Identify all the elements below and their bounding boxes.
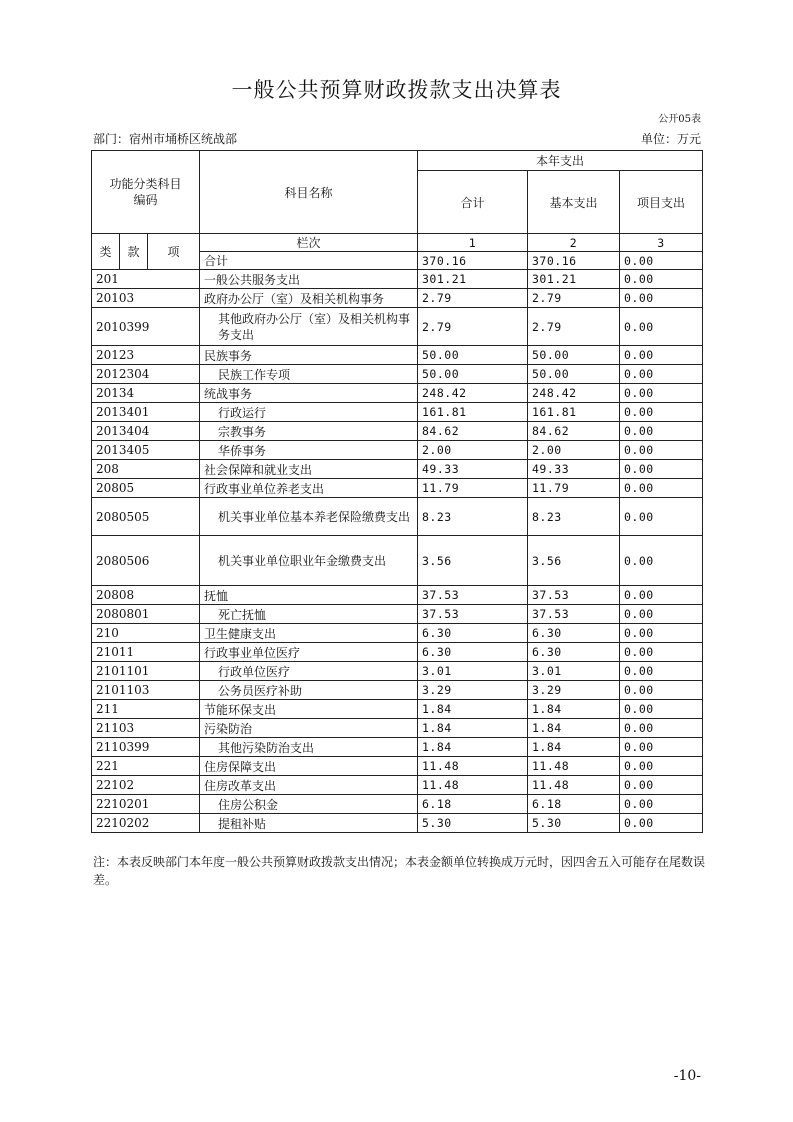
header-func-code: 功能分类科目编码	[92, 151, 200, 234]
row-name: 抚恤	[200, 586, 418, 605]
row-name: 污染防治	[200, 719, 418, 738]
table-row	[92, 643, 703, 662]
row-name: 行政事业单位养老支出	[200, 479, 418, 498]
row-name: 行政事业单位医疗	[200, 643, 418, 662]
row-name: 卫生健康支出	[200, 624, 418, 643]
row-basic: 1.84	[528, 700, 620, 719]
row-name: 行政单位医疗	[200, 662, 418, 681]
row-basic: 6.30	[528, 624, 620, 643]
table-row	[92, 776, 703, 795]
row-code: 2080505	[92, 498, 200, 536]
table-row	[92, 422, 703, 441]
row-total: 301.21	[418, 270, 528, 289]
row-basic: 3.01	[528, 662, 620, 681]
row-basic: 2.00	[528, 441, 620, 460]
table-row	[92, 795, 703, 814]
row-total: 11.48	[418, 776, 528, 795]
row-project: 0.00	[620, 479, 703, 498]
row-code: 2010399	[92, 308, 200, 346]
row-name: 节能环保支出	[200, 700, 418, 719]
row-code: 2080506	[92, 536, 200, 586]
row-name: 民族工作专项	[200, 365, 418, 384]
table-row	[92, 662, 703, 681]
row-code: 2101101	[92, 662, 200, 681]
row-name: 宗教事务	[200, 422, 418, 441]
row-name: 其他污染防治支出	[200, 738, 418, 757]
footnote: 注：本表反映部门本年度一般公共预算财政拨款支出情况；本表金额单位转换成万元时，因四舍五入可能存在尾数误差。	[93, 855, 706, 887]
table-row	[92, 624, 703, 643]
row-total: 3.29	[418, 681, 528, 700]
row-basic: 37.53	[528, 586, 620, 605]
total-label: 合计	[200, 252, 418, 270]
total-value: 370.16	[418, 252, 528, 270]
table-row	[92, 757, 703, 776]
row-name: 住房改革支出	[200, 776, 418, 795]
row-basic: 84.62	[528, 422, 620, 441]
row-total: 11.48	[418, 757, 528, 776]
row-name: 住房公积金	[200, 795, 418, 814]
row-project: 0.00	[620, 422, 703, 441]
row-name: 提租补贴	[200, 814, 418, 833]
row-project: 0.00	[620, 757, 703, 776]
page-number: -10-	[673, 1068, 701, 1084]
row-total: 37.53	[418, 605, 528, 624]
row-total: 3.01	[418, 662, 528, 681]
row-project: 0.00	[620, 738, 703, 757]
row-code: 221	[92, 757, 200, 776]
row-basic: 11.79	[528, 479, 620, 498]
row-code: 21103	[92, 719, 200, 738]
row-basic: 11.48	[528, 757, 620, 776]
header-subject-name: 科目名称	[200, 151, 418, 234]
table-row	[92, 814, 703, 833]
row-total: 6.30	[418, 624, 528, 643]
row-name: 机关事业单位基本养老保险缴费支出	[200, 498, 418, 536]
row-basic: 6.18	[528, 795, 620, 814]
row-name: 社会保障和就业支出	[200, 460, 418, 479]
row-total: 5.30	[418, 814, 528, 833]
row-project: 0.00	[620, 662, 703, 681]
row-basic: 301.21	[528, 270, 620, 289]
header-col3: 3	[620, 234, 703, 252]
row-name: 一般公共服务支出	[200, 270, 418, 289]
header-current-year: 本年支出	[418, 151, 703, 171]
row-project: 0.00	[620, 289, 703, 308]
row-total: 2.00	[418, 441, 528, 460]
header-col2: 2	[528, 234, 620, 252]
row-project: 0.00	[620, 681, 703, 700]
row-project: 0.00	[620, 719, 703, 738]
row-total: 49.33	[418, 460, 528, 479]
row-name: 死亡抚恤	[200, 605, 418, 624]
row-name: 住房保障支出	[200, 757, 418, 776]
row-project: 0.00	[620, 460, 703, 479]
row-project: 0.00	[620, 270, 703, 289]
row-total: 6.18	[418, 795, 528, 814]
header-project: 项目支出	[620, 171, 703, 234]
table-row	[92, 441, 703, 460]
row-basic: 2.79	[528, 308, 620, 346]
row-basic: 1.84	[528, 719, 620, 738]
row-basic: 49.33	[528, 460, 620, 479]
table-row	[92, 498, 703, 536]
row-name: 华侨事务	[200, 441, 418, 460]
row-project: 0.00	[620, 624, 703, 643]
row-basic: 5.30	[528, 814, 620, 833]
row-basic: 8.23	[528, 498, 620, 536]
table-row	[92, 605, 703, 624]
row-total: 50.00	[418, 365, 528, 384]
row-total: 6.30	[418, 643, 528, 662]
row-basic: 6.30	[528, 643, 620, 662]
row-total: 2.79	[418, 289, 528, 308]
row-total: 2.79	[418, 308, 528, 346]
row-name: 民族事务	[200, 346, 418, 365]
row-project: 0.00	[620, 346, 703, 365]
row-code: 201	[92, 270, 200, 289]
department-label: 部门：宿州市埇桥区统战部	[93, 132, 238, 146]
header-col1: 1	[418, 234, 528, 252]
unit-label: 单位：万元	[640, 132, 701, 146]
row-project: 0.00	[620, 308, 703, 346]
row-code: 2080801	[92, 605, 200, 624]
row-code: 2101103	[92, 681, 200, 700]
row-code: 210	[92, 624, 200, 643]
header-total: 合计	[418, 171, 528, 234]
row-project: 0.00	[620, 384, 703, 403]
row-name: 统战事务	[200, 384, 418, 403]
row-code: 211	[92, 700, 200, 719]
row-project: 0.00	[620, 814, 703, 833]
table-row	[92, 270, 703, 289]
row-name: 机关事业单位职业年金缴费支出	[200, 536, 418, 586]
row-project: 0.00	[620, 643, 703, 662]
row-basic: 248.42	[528, 384, 620, 403]
row-code: 20805	[92, 479, 200, 498]
row-project: 0.00	[620, 403, 703, 422]
row-code: 22102	[92, 776, 200, 795]
row-basic: 37.53	[528, 605, 620, 624]
row-project: 0.00	[620, 586, 703, 605]
header-lei: 类	[92, 234, 120, 270]
row-basic: 161.81	[528, 403, 620, 422]
table-row	[92, 586, 703, 605]
table-row	[92, 308, 703, 346]
row-code: 2210201	[92, 795, 200, 814]
table-row	[92, 365, 703, 384]
row-code: 2012304	[92, 365, 200, 384]
row-code: 208	[92, 460, 200, 479]
row-project: 0.00	[620, 536, 703, 586]
table-body	[92, 270, 703, 833]
row-name: 行政运行	[200, 403, 418, 422]
row-total: 3.56	[418, 536, 528, 586]
row-code: 2013404	[92, 422, 200, 441]
row-code: 20808	[92, 586, 200, 605]
row-code: 2013405	[92, 441, 200, 460]
row-name: 其他政府办公厅（室）及相关机构事务支出	[200, 308, 418, 346]
table-row	[92, 738, 703, 757]
row-project: 0.00	[620, 498, 703, 536]
header-kuan: 款	[120, 234, 148, 270]
total-basic: 370.16	[528, 252, 620, 270]
row-basic: 50.00	[528, 346, 620, 365]
table-row	[92, 460, 703, 479]
total-project: 0.00	[620, 252, 703, 270]
row-basic: 1.84	[528, 738, 620, 757]
table-row	[92, 536, 703, 586]
header-xiang: 项	[148, 234, 200, 270]
row-project: 0.00	[620, 795, 703, 814]
row-project: 0.00	[620, 441, 703, 460]
expenditure-table	[91, 150, 703, 833]
table-row	[92, 479, 703, 498]
row-project: 0.00	[620, 776, 703, 795]
row-total: 161.81	[418, 403, 528, 422]
row-total: 1.84	[418, 719, 528, 738]
row-total: 1.84	[418, 738, 528, 757]
header-column-index: 栏次	[200, 234, 418, 252]
row-basic: 3.29	[528, 681, 620, 700]
row-basic: 11.48	[528, 776, 620, 795]
form-code: 公开05表	[658, 114, 701, 125]
row-total: 11.79	[418, 479, 528, 498]
row-code: 20123	[92, 346, 200, 365]
row-total: 1.84	[418, 700, 528, 719]
row-total: 84.62	[418, 422, 528, 441]
row-code: 2110399	[92, 738, 200, 757]
header-basic: 基本支出	[528, 171, 620, 234]
row-total: 8.23	[418, 498, 528, 536]
row-basic: 50.00	[528, 365, 620, 384]
row-total: 248.42	[418, 384, 528, 403]
row-code: 20103	[92, 289, 200, 308]
row-name: 政府办公厅（室）及相关机构事务	[200, 289, 418, 308]
row-basic: 2.79	[528, 289, 620, 308]
row-total: 50.00	[418, 346, 528, 365]
table-row	[92, 384, 703, 403]
row-basic: 3.56	[528, 536, 620, 586]
table-row	[92, 289, 703, 308]
row-code: 2013401	[92, 403, 200, 422]
row-code: 21011	[92, 643, 200, 662]
row-total: 37.53	[418, 586, 528, 605]
row-code: 20134	[92, 384, 200, 403]
table-row	[92, 681, 703, 700]
row-project: 0.00	[620, 700, 703, 719]
table-row	[92, 700, 703, 719]
table-row	[92, 719, 703, 738]
page-title: 一般公共预算财政拨款支出决算表	[231, 78, 562, 102]
row-code: 2210202	[92, 814, 200, 833]
row-project: 0.00	[620, 605, 703, 624]
row-name: 公务员医疗补助	[200, 681, 418, 700]
row-project: 0.00	[620, 365, 703, 384]
table-row	[92, 346, 703, 365]
table-row	[92, 403, 703, 422]
